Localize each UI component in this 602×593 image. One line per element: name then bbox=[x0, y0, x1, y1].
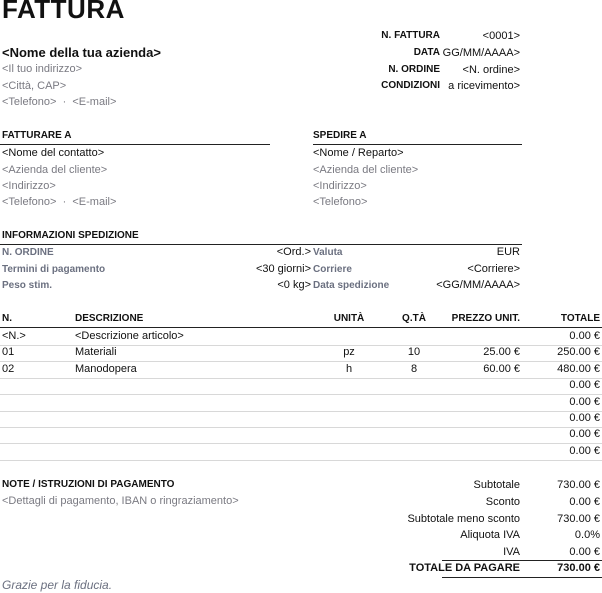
discount-label: Sconto bbox=[485, 496, 520, 508]
row-divider bbox=[0, 460, 602, 461]
item-description: <Descrizione articolo> bbox=[75, 330, 184, 342]
grand-total-bottom-divider bbox=[442, 577, 602, 578]
company-phone: <Telefono> bbox=[2, 96, 57, 108]
bill-to-phone: <Telefono> bbox=[2, 196, 57, 208]
item-total: 250.00 € bbox=[557, 346, 600, 359]
company-name: <Nome della tua azienda> bbox=[2, 45, 161, 60]
subtotal-less-discount-value: 730.00 € bbox=[557, 513, 600, 525]
table-row bbox=[0, 345, 602, 361]
bill-to-heading: FATTURARE A bbox=[2, 130, 72, 141]
col-header-quantity: Q.TÀ bbox=[402, 313, 426, 324]
table-row bbox=[0, 329, 602, 345]
table-row bbox=[0, 411, 602, 427]
item-total: 0.00 € bbox=[569, 330, 600, 342]
shipping-heading: INFORMAZIONI SPEDIZIONE bbox=[2, 230, 139, 241]
table-row bbox=[0, 444, 602, 460]
subtotal-label: Subtotale bbox=[473, 479, 520, 491]
notes-text: <Dettagli di pagamento, IBAN o ringraziamento> bbox=[2, 495, 239, 507]
invoice-date-value: GG/MM/AAAA> bbox=[442, 47, 520, 59]
ship-weight-value: <0 kg> bbox=[277, 279, 311, 291]
bill-to-contact: <Nome del contatto> bbox=[2, 147, 105, 159]
col-header-total: TOTALE bbox=[560, 313, 600, 324]
table-row bbox=[0, 378, 602, 394]
invoice-number-value: <0001> bbox=[482, 30, 520, 42]
subtotal-value: 730.00 € bbox=[557, 479, 600, 491]
item-unit-price: 25.00 € bbox=[483, 346, 520, 359]
item-unit: pz bbox=[343, 346, 355, 359]
item-total: 0.00 € bbox=[569, 412, 600, 424]
thank-you-note: Grazie per la fiducia. bbox=[2, 578, 113, 592]
item-total: 0.00 € bbox=[569, 444, 600, 457]
terms-value: a ricevimento> bbox=[448, 80, 520, 92]
company-email: <E-mail> bbox=[72, 96, 117, 108]
item-unit: h bbox=[345, 362, 353, 375]
notes-heading: NOTE / ISTRUZIONI DI PAGAMENTO bbox=[2, 479, 175, 490]
item-total: 0.00 € bbox=[569, 395, 600, 408]
grand-total-value: 730.00 € bbox=[557, 562, 600, 574]
separator-dot: · bbox=[62, 96, 67, 108]
ship-to-name: <Nome / Reparto> bbox=[313, 147, 404, 159]
items-header-divider bbox=[0, 327, 602, 328]
item-quantity: 8 bbox=[410, 362, 418, 375]
item-unit-price: 60.00 € bbox=[483, 362, 520, 375]
ship-order-value: <Ord.> bbox=[276, 246, 311, 258]
table-row bbox=[0, 395, 602, 411]
ship-order-label: N. ORDINE bbox=[2, 247, 54, 258]
invoice-number-label: N. FATTURA bbox=[381, 30, 440, 41]
item-number: <N.> bbox=[2, 330, 26, 342]
ship-to-company: <Azienda del cliente> bbox=[313, 164, 419, 176]
ship-currency-value: EUR bbox=[496, 246, 520, 258]
vat-rate-value: 0.0% bbox=[574, 529, 600, 541]
company-contact bbox=[2, 96, 116, 108]
ship-to-address: <Indirizzo> bbox=[313, 180, 367, 192]
vat-label: IVA bbox=[503, 546, 520, 558]
item-description: Manodopera bbox=[75, 362, 137, 375]
company-address: <Il tuo indirizzo> bbox=[2, 63, 83, 75]
ship-carrier-label: Corriere bbox=[313, 264, 352, 275]
company-city: <Città, CAP> bbox=[2, 80, 67, 92]
item-number: 01 bbox=[2, 346, 15, 359]
invoice-date-label: DATA bbox=[413, 47, 440, 58]
ship-carrier-value: <Corriere> bbox=[467, 263, 520, 275]
col-header-unit-price: PREZZO UNIT. bbox=[451, 313, 520, 324]
ship-payment-terms-value: <30 giorni> bbox=[255, 263, 311, 275]
vat-value: 0.00 € bbox=[569, 546, 600, 558]
ship-to-heading: SPEDIRE A bbox=[313, 130, 367, 141]
bill-to-company: <Azienda del cliente> bbox=[2, 164, 108, 176]
item-total: 0.00 € bbox=[569, 428, 600, 441]
bill-to-email: <E-mail> bbox=[72, 196, 117, 208]
separator-dot: · bbox=[62, 196, 67, 208]
ship-weight-label: Peso stim. bbox=[2, 280, 53, 291]
col-header-unit: UNITÀ bbox=[333, 313, 365, 324]
subtotal-less-discount-label: Subtotale meno sconto bbox=[407, 513, 520, 525]
grand-total-top-divider bbox=[442, 560, 602, 561]
ship-currency-label: Valuta bbox=[313, 247, 343, 258]
col-header-number: N. bbox=[2, 313, 12, 324]
bill-to-address: <Indirizzo> bbox=[2, 180, 56, 192]
vat-rate-label: Aliquota IVA bbox=[460, 529, 520, 541]
ship-date-label: Data spedizione bbox=[313, 280, 390, 291]
item-quantity: 10 bbox=[407, 346, 421, 359]
order-number-label: N. ORDINE bbox=[388, 64, 440, 75]
grand-total-label: TOTALE DA PAGARE bbox=[409, 562, 520, 574]
ship-payment-terms-label: Termini di pagamento bbox=[2, 264, 106, 275]
invoice-title: FATTURA bbox=[2, 0, 125, 24]
bill-to-contact-line bbox=[2, 196, 116, 208]
ship-date-value: <GG/MM/AAAA> bbox=[436, 279, 520, 291]
shipping-divider bbox=[0, 244, 522, 245]
item-total: 480.00 € bbox=[557, 362, 600, 375]
item-total: 0.00 € bbox=[569, 379, 600, 392]
ship-to-divider bbox=[313, 144, 522, 145]
order-number-value: <N. ordine> bbox=[462, 64, 520, 76]
table-row bbox=[0, 362, 602, 378]
discount-value: 0.00 € bbox=[569, 496, 600, 508]
ship-to-phone: <Telefono> bbox=[313, 196, 368, 208]
col-header-description: DESCRIZIONE bbox=[75, 313, 144, 324]
item-number: 02 bbox=[2, 362, 15, 375]
item-description: Materiali bbox=[75, 346, 117, 359]
bill-to-divider bbox=[0, 144, 270, 145]
terms-label: CONDIZIONI bbox=[381, 80, 440, 91]
table-row bbox=[0, 427, 602, 443]
